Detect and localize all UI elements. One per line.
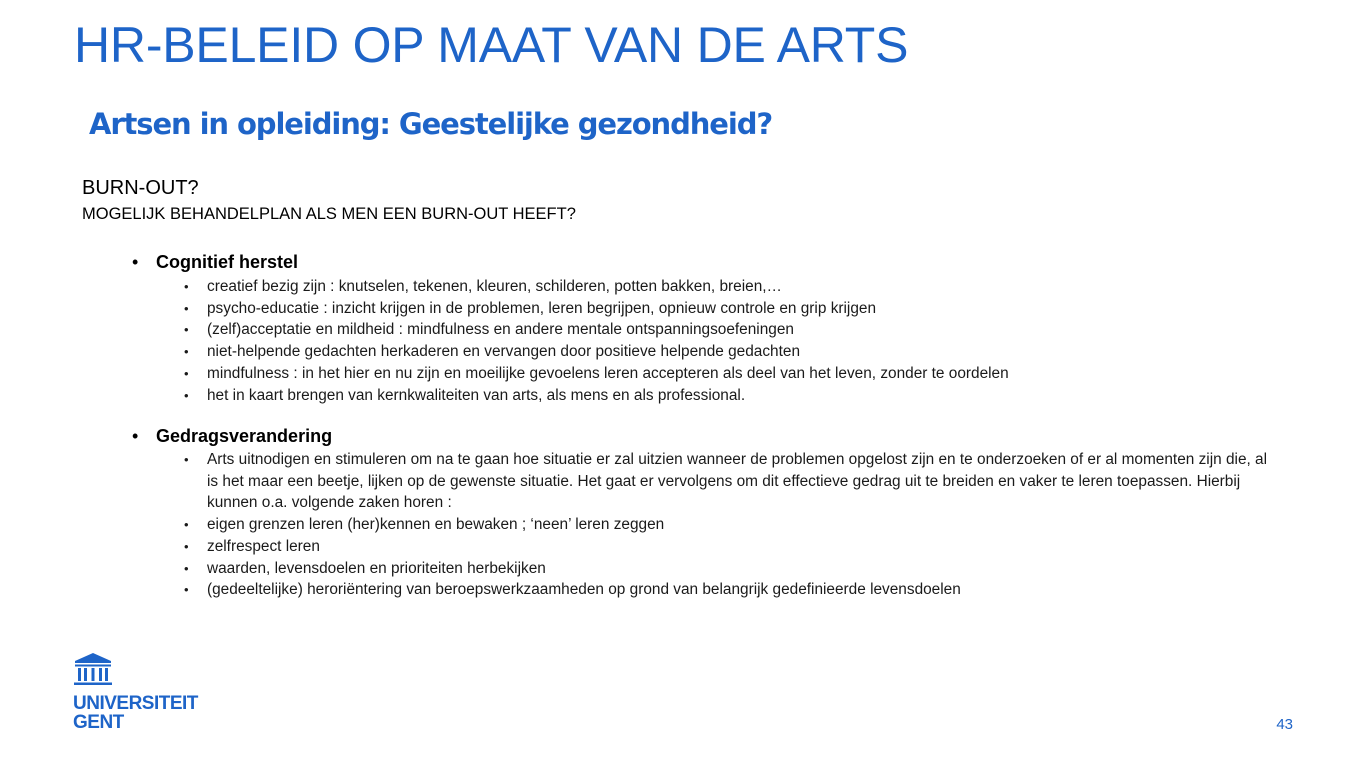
list-item: • zelfrespect leren — [184, 536, 1272, 558]
list-item: • eigen grenzen leren (her)kennen en bewaken ; ‘neen’ leren zeggen — [184, 514, 1272, 536]
bullet-list — [132, 276, 1272, 406]
list-item: • niet-helpende gedachten herkaderen en vervangen door positieve helpende gedachten — [184, 341, 1272, 363]
section-gedragsverandering — [132, 424, 1272, 601]
section-title-text: Cognitief herstel — [156, 252, 299, 272]
list-item: • psycho-educatie : inzicht krijgen in de problemen, leren begrijpen, opnieuw controle en grip krijgen — [184, 298, 1272, 320]
list-item: • (gedeeltelijke) heroriëntering van beroepswerkzaamheden op grond van belangrijk gedefinieerde levensdoelen — [184, 579, 1272, 601]
section-title — [132, 424, 1272, 448]
section-title-text: Gedragsverandering — [156, 426, 333, 446]
list-item: • waarden, levensdoelen en prioriteiten herbekijken — [184, 558, 1272, 580]
bullet-dot: • — [132, 252, 139, 272]
logo-line-1: UNIVERSITEIT — [73, 693, 198, 714]
universiteit-gent-logo — [73, 652, 198, 736]
section-title — [132, 250, 1272, 274]
university-building-icon — [73, 652, 113, 688]
list-item: • het in kaart brengen van kernkwaliteiten van arts, als mens en als professional. — [184, 385, 1272, 407]
section-cognitief-herstel — [132, 250, 1272, 406]
list-item: • (zelf)acceptatie en mildheid : mindfulness en andere mentale ontspanningsoefeningen — [184, 319, 1272, 341]
bullet-list — [132, 449, 1272, 601]
slide-title: HR-BELEID OP MAAT VAN DE ARTS — [74, 17, 909, 73]
list-item: • creatief bezig zijn : knutselen, tekenen, kleuren, schilderen, potten bakken, breien,… — [184, 276, 1272, 298]
heading-burnout: BURN-OUT? — [82, 177, 199, 199]
bullet-dot: • — [132, 426, 139, 446]
slide-subtitle: Artsen in opleiding: Geestelijke gezondheid? — [89, 107, 773, 141]
list-item: • mindfulness : in het hier en nu zijn en moeilijke gevoelens leren accepteren als deel van het leven, zonder te oordelen — [184, 363, 1272, 385]
logo-line-2: GENT — [73, 712, 124, 733]
list-item: • Arts uitnodigen en stimuleren om na te gaan hoe situatie er zal uitzien wanneer de problemen opgelost zijn en te onderzoeken of er al momenten zijn die, al is het maar een beetje, lijken op de gewenste situatie. Het gaat er vervolgens om dit effectieve gedrag uit te breiden en vaker te leren toepassen. Hierbij kunnen o.a. volgende zaken horen : — [184, 449, 1272, 514]
page-number: 43 — [1276, 716, 1293, 733]
heading-treatment-plan: MOGELIJK BEHANDELPLAN ALS MEN EEN BURN-OUT HEEFT? — [82, 205, 576, 223]
